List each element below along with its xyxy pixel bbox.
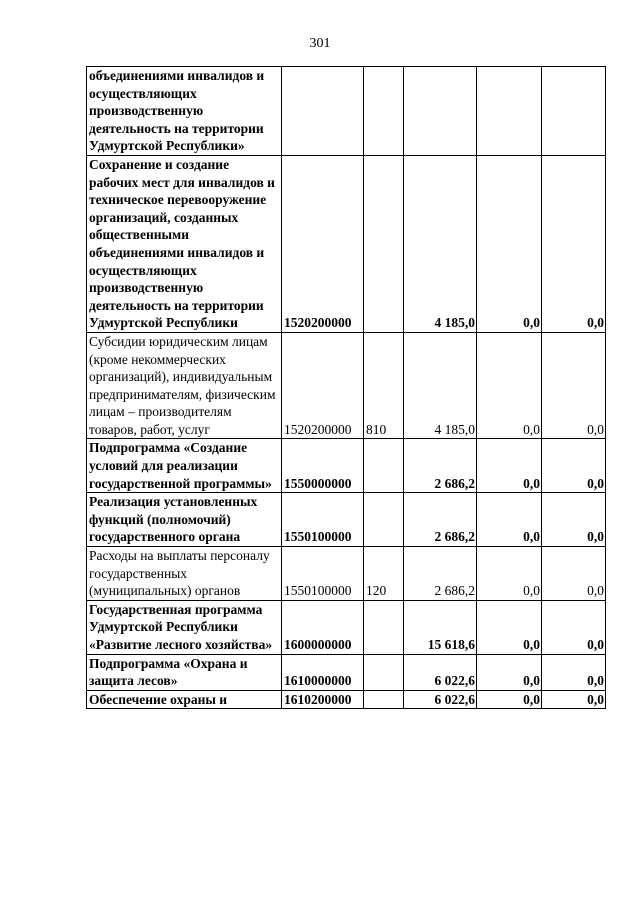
row-code: 1520200000	[282, 332, 364, 439]
row-name: объединениями инвалидов и осуществляющих производственную деятельность на территории Удмуртской Республики»	[87, 67, 282, 156]
row-sum-1: 2 686,2	[404, 493, 477, 547]
table-row	[87, 600, 606, 654]
row-name: Государственная программа Удмуртской Республики «Развитие лесного хозяйства»	[87, 600, 282, 654]
row-sum-1: 4 185,0	[404, 155, 477, 332]
page-number: 301	[309, 36, 331, 51]
table-row	[87, 439, 606, 493]
row-name: Подпрограмма «Создание условий для реализации государственной программы»	[87, 439, 282, 493]
row-sum-2: 0,0	[477, 654, 542, 690]
row-code: 1610200000	[282, 690, 364, 709]
row-sum-1: 2 686,2	[404, 439, 477, 493]
row-sum-2: 0,0	[477, 600, 542, 654]
row-sum-3: 0,0	[542, 155, 606, 332]
table-row	[87, 493, 606, 547]
table-row	[87, 547, 606, 601]
row-sum-3: 0,0	[542, 690, 606, 709]
row-sum-3: 0,0	[542, 654, 606, 690]
row-sum-2: 0,0	[477, 690, 542, 709]
table-row	[87, 67, 606, 156]
row-code: 1520200000	[282, 155, 364, 332]
row-expense-type: 120	[364, 547, 404, 601]
row-sum-1: 4 185,0	[404, 332, 477, 439]
row-sum-1: 6 022,6	[404, 654, 477, 690]
row-sum-2: 0,0	[477, 547, 542, 601]
row-expense-type: 810	[364, 332, 404, 439]
row-sum-2: 0,0	[477, 493, 542, 547]
row-sum-3: 0,0	[542, 439, 606, 493]
row-sum-2: 0,0	[477, 439, 542, 493]
row-name: Субсидии юридическим лицам (кроме некоммерческих организаций), индивидуальным предпринимателям, физическим лицам – производителям товаров, работ, услуг	[87, 332, 282, 439]
row-name: Расходы на выплаты персоналу государственных (муниципальных) органов	[87, 547, 282, 601]
row-sum-3: 0,0	[542, 493, 606, 547]
row-sum-3: 0,0	[542, 332, 606, 439]
row-sum-1: 2 686,2	[404, 547, 477, 601]
row-code: 1550100000	[282, 493, 364, 547]
row-name: Сохранение и создание рабочих мест для инвалидов и техническое перевооружение организаций, созданных общественными объединениями инвалидов и осуществляющих производственную деятельность на территории Удмуртской Республики	[87, 155, 282, 332]
row-code: 1550100000	[282, 547, 364, 601]
row-sum-2: 0,0	[477, 155, 542, 332]
row-name: Реализация установленных функций (полномочий) государственного органа	[87, 493, 282, 547]
row-expense-type	[364, 690, 404, 709]
row-expense-type	[364, 439, 404, 493]
row-name: Подпрограмма «Охрана и защита лесов»	[87, 654, 282, 690]
row-name: Обеспечение охраны и	[87, 690, 282, 709]
row-sum-3	[542, 67, 606, 156]
row-code: 1600000000	[282, 600, 364, 654]
row-expense-type	[364, 600, 404, 654]
row-sum-2	[477, 67, 542, 156]
row-expense-type	[364, 155, 404, 332]
table-row	[87, 332, 606, 439]
table-row	[87, 654, 606, 690]
row-code	[282, 67, 364, 156]
row-expense-type	[364, 67, 404, 156]
row-sum-3: 0,0	[542, 600, 606, 654]
row-expense-type	[364, 493, 404, 547]
table-row	[87, 690, 606, 709]
row-sum-1	[404, 67, 477, 156]
row-sum-3: 0,0	[542, 547, 606, 601]
budget-table	[86, 66, 606, 709]
row-sum-2: 0,0	[477, 332, 542, 439]
row-sum-1: 6 022,6	[404, 690, 477, 709]
table-row	[87, 155, 606, 332]
row-expense-type	[364, 654, 404, 690]
row-code: 1610000000	[282, 654, 364, 690]
row-sum-1: 15 618,6	[404, 600, 477, 654]
row-code: 1550000000	[282, 439, 364, 493]
